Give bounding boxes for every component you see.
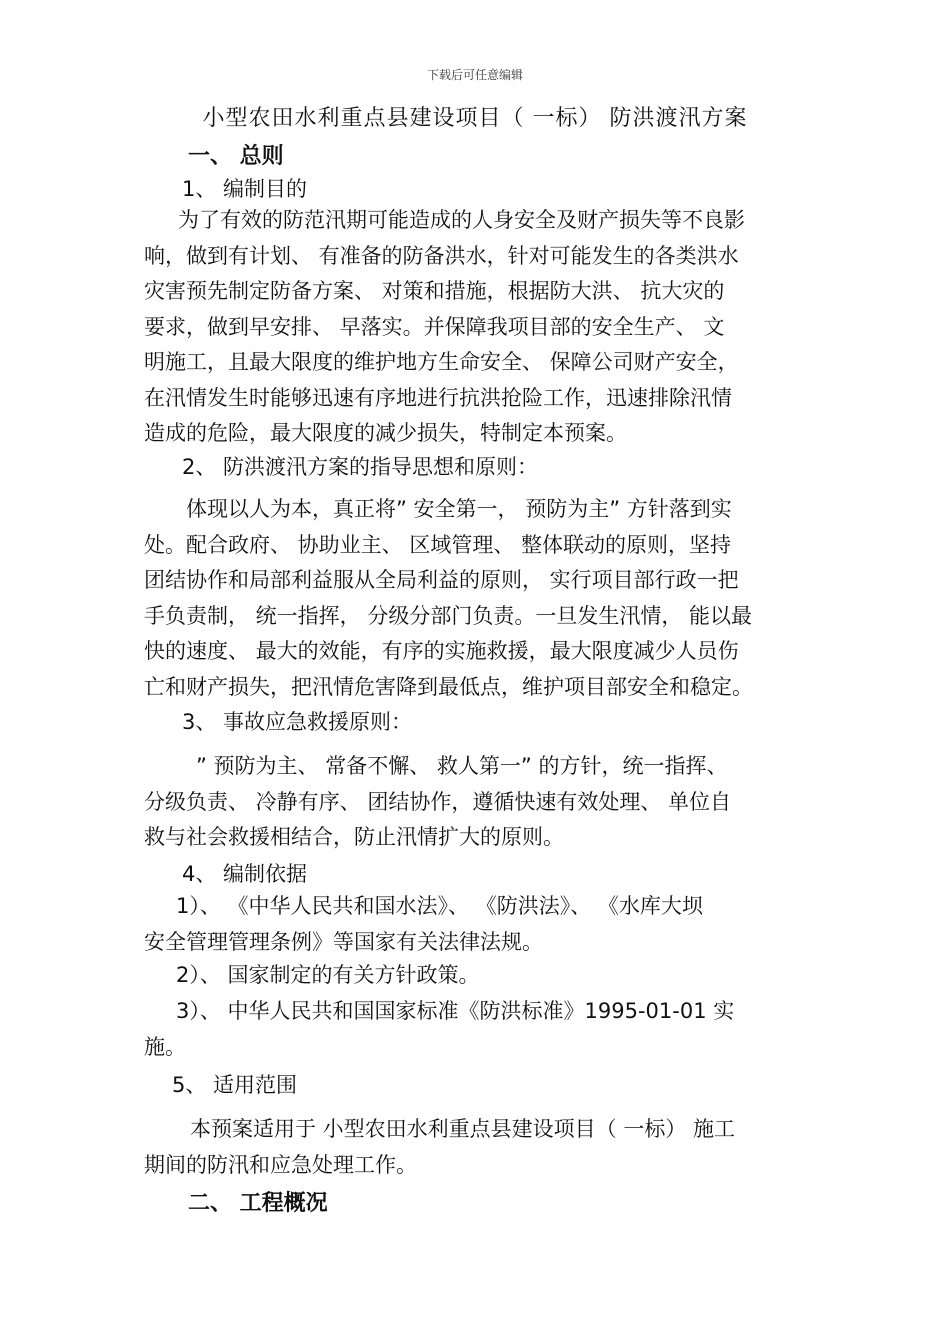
text-line: 造成的危险，最大限度的减少损失，特制定本预案。 <box>144 421 627 445</box>
paragraph-purpose <box>144 203 806 452</box>
header-note: 下载后可任意编辑 <box>426 68 523 82</box>
subheading-scope: 5、 适用范围 <box>172 1073 298 1097</box>
paragraph-rescue-principles <box>144 749 806 856</box>
text-line: 本预案适用于 小型农田水利重点县建设项目（ 一标） 施工 <box>190 1117 736 1141</box>
subheading-purpose: 1、 编制目的 <box>182 177 308 201</box>
text-line: 响，做到有计划、 有准备的防备洪水，针对可能发生的各类洪水 <box>144 243 739 268</box>
section-heading-general: 一、 总则 <box>188 144 284 169</box>
document-title: 小型农田水利重点县建设项目（ 一标） 防洪渡汛方案 <box>202 106 748 131</box>
text-line: ” 预防为主、 常备不懈、 救人第一” 的方针，统一指挥、 <box>196 754 728 778</box>
text-line: 明施工，且最大限度的维护地方生命安全、 保障公司财产安全， <box>144 350 739 374</box>
text-line: 为了有效的防范汛期可能造成的人身安全及财产损失等不良影 <box>178 208 745 232</box>
section-heading-project-overview: 二、 工程概况 <box>188 1191 328 1216</box>
text-line: 2）、 国家制定的有关方针政策。 <box>176 963 480 987</box>
text-line: 手负责制， 统一指挥， 分级分部门负责。一旦发生汛情， 能以最 <box>144 603 753 628</box>
subheading-basis: 4、 编制依据 <box>182 862 308 886</box>
text-line: 处。配合政府、 协助业主、 区域管理、 整体联动的原则，坚持 <box>144 532 732 557</box>
paragraph-basis-item-3 <box>144 994 806 1065</box>
paragraph-basis-item-2 <box>144 958 806 994</box>
text-line: 1）、 《中华人民共和国水法》、 《防洪法》、 《水库大坝 <box>176 894 703 918</box>
text-line: 3）、 中华人民共和国国家标准《防洪标准》1995-01-01 实 <box>176 999 735 1023</box>
subheading-guiding-principles: 2、 防洪渡汛方案的指导思想和原则： <box>182 455 539 479</box>
text-line: 在汛情发生时能够迅速有序地进行抗洪抢险工作，迅速排除汛情 <box>144 385 732 410</box>
text-line: 施。 <box>144 1034 186 1059</box>
text-line: 分级负责、 冷静有序、 团结协作，遵循快速有效处理、 单位自 <box>144 789 732 814</box>
paragraph-guiding-principles <box>144 492 806 705</box>
text-line: 灾害预先制定防备方案、 对策和措施，根据防大洪、 抗大灾的 <box>144 279 725 303</box>
text-line: 安全管理管理条例》等国家有关法律法规。 <box>144 929 543 954</box>
paragraph-basis-item-1 <box>144 889 806 960</box>
paragraph-scope <box>144 1112 806 1183</box>
text-line: 亡和财产损失，把汛情危害降到最低点，维护项目部安全和稳定。 <box>144 674 753 699</box>
text-line: 救与社会救援相结合，防止汛情扩大的原则。 <box>144 825 564 849</box>
text-line: 要求，做到早安排、 早落实。并保障我项目部的安全生产、 文 <box>144 314 725 339</box>
text-line: 体现以人为本，真正将” 安全第一， 预防为主” 方针落到实 <box>186 497 732 521</box>
text-line: 团结协作和局部利益服从全局利益的原则， 实行项目部行政一把 <box>144 568 739 592</box>
text-line: 期间的防汛和应急处理工作。 <box>144 1152 417 1177</box>
text-line: 快的速度、 最大的效能，有序的实施救援，最大限度减少人员伤 <box>144 639 739 663</box>
subheading-rescue-principles: 3、 事故应急救援原则： <box>182 710 413 734</box>
